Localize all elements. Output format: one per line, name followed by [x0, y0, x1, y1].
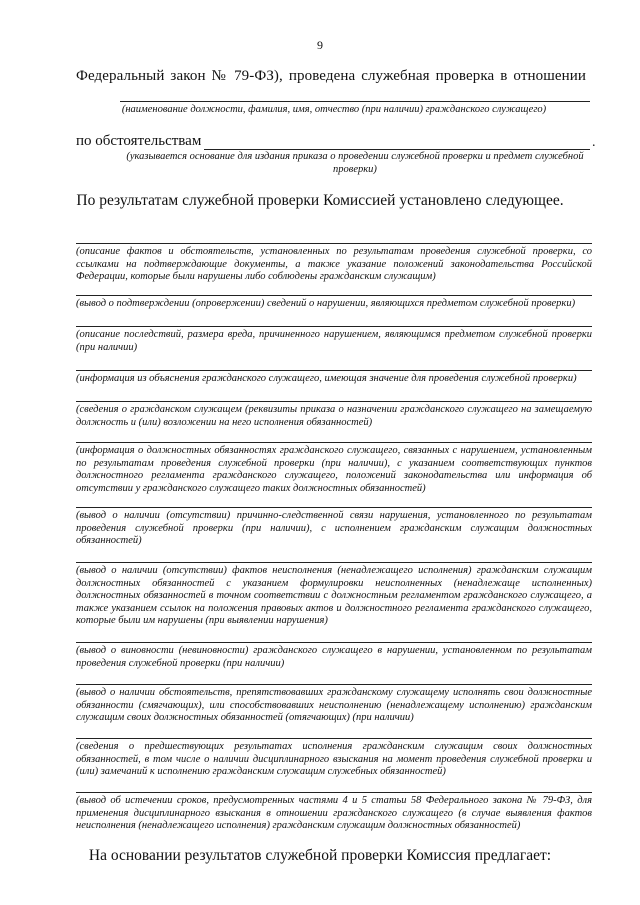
entry-caption: (сведения о гражданском служащем (реквизиты приказа о назначении гражданского служащего на замещаемую должность и (или) возложении на него исполнения обязанностей) [76, 404, 592, 428]
page-number: 9 [317, 38, 323, 52]
proposes-heading: На основании результатов служебной проверки Комиссия предлагает: [88, 847, 552, 864]
finding-entry [76, 295, 592, 311]
circumstances-period: . [592, 135, 596, 150]
subject-caption: (наименование должности, фамилия, имя, отчество (при наличии) гражданского служащего) [121, 104, 547, 115]
finding-entry [76, 507, 592, 548]
entry-caption: (вывод о наличии (отсутствии) причинно-следственной связи нарушения, установленного по результатам проведения служебной проверки (при наличии), с исполнением гражданским служащим должностных обязанностей) [76, 510, 592, 547]
finding-entry [76, 642, 592, 670]
finding-entry [76, 401, 592, 429]
entry-caption: (вывод об истечении сроков, предусмотренных частями 4 и 5 статьи 58 Федерального закона № 79-ФЗ, для применения дисциплинарного взыскания в отношении гражданского служащего (в случае выявления фактов неисполнения (ненадлежащего исполнения) гражданским служащим должностных обязанностей) [76, 795, 592, 832]
results-heading: По результатам служебной проверки Комиссией установлено следующее. [76, 192, 564, 209]
finding-entry [76, 370, 592, 386]
entry-caption: (описание последствий, размера вреда, причиненного нарушением, являющимся предметом служебной проверки (при наличии) [76, 329, 592, 353]
finding-entry [76, 684, 592, 725]
entry-caption: (информация о должностных обязанностях гражданского служащего, связанных с нарушением, установленным по результатам проведения служебной проверки (при наличии), с указанием соответствующих пунктов должностного регламента гражданского служащего, положений законодательства или информация об отсутствии у гражданского служащего таких должностных обязанностей) [76, 445, 592, 494]
entry-caption: (описание фактов и обстоятельств, установленных по результатам проведения служебной проверки, со ссылками на подтверждающие документы, а также указание положений законодательства Российской Федерации, которые были нарушены либо соблюдены гражданским служащим) [76, 246, 592, 283]
circumstances-label: по обстоятельствам [76, 133, 202, 149]
finding-entry [76, 326, 592, 354]
entry-caption: (вывод о виновности (невиновности) гражданского служащего в нарушении, установленном по результатам проведения служебной проверки (при наличии) [76, 645, 592, 669]
circumstances-caption: (указывается основание для издания приказа о проведении служебной проверки и предмет служебной проверки) [126, 151, 584, 175]
subject-fill-line [120, 101, 590, 102]
finding-entry [76, 243, 592, 284]
entry-caption: (вывод о наличии (отсутствии) фактов неисполнения (ненадлежащего исполнения) гражданским служащим должностных обязанностей с указанием формулировки неисполненных (ненадлежаще исполненных) должностных обязанностей в точном соответствии с должностным регламентом гражданского служащего, а также указанием ссылок на положения правовых актов и должностного регламента гражданского служащего, которые были им нарушены (при выявлении нарушения) [76, 565, 592, 627]
entry-caption: (вывод о наличии обстоятельств, препятствовавших гражданскому служащему исполнять свои должностные обязанности (смягчающих), или способствовавших неисполнению (ненадлежащему исполнению) гражданским служащим своих должностных обязанностей (отягчающих) (при наличии) [76, 687, 592, 724]
law-reference-line: Федеральный закон № 79-ФЗ), проведена служебная проверка в отношении [76, 68, 586, 84]
finding-entry [76, 792, 592, 833]
entry-caption: (информация из объяснения гражданского служащего, имеющая значение для проведения служебной проверки) [76, 373, 577, 384]
finding-entry [76, 442, 592, 495]
finding-entry [76, 738, 592, 779]
finding-entry [76, 562, 592, 628]
entry-caption: (сведения о предшествующих результатах исполнения гражданским служащим своих должностных обязанностей, в том числе о наличии дисциплинарного взыскания на момент проведения служебной проверки и (или) замечаний к исполнению гражданским служащим служебных обязанностей) [76, 741, 592, 778]
entry-caption: (вывод о подтверждении (опровержении) сведений о нарушении, являющихся предметом служебной проверки) [76, 298, 576, 309]
